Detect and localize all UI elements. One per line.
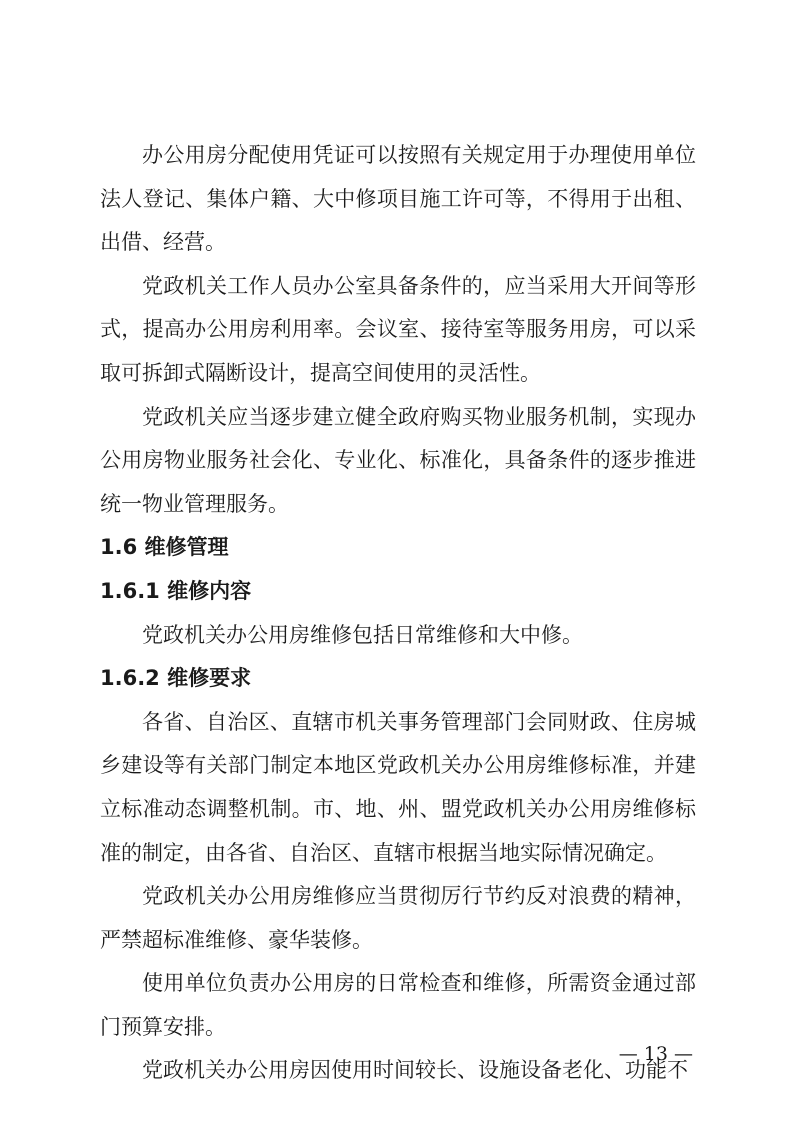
paragraph-maintenance-scope: 党政机关办公用房维修包括日常维修和大中修。	[142, 622, 583, 647]
page-number: — 13 —	[618, 1043, 693, 1065]
paragraph-usage-certificate: 办公用房分配使用凭证可以按照有关规定用于办理使用单位法人登记、集体户籍、大中修项目施工许可等，不得用于出租、出借、经营。	[100, 143, 696, 255]
paragraph-maintenance-standards: 各省、自治区、直辖市机关事务管理部门会同财政、住房城乡建设等有关部门制定本地区党政机关办公用房维修标准，并建立标准动态调整机制。市、地、州、盟党政机关办公用房维修标准的制定，由各省、自治区、直辖市根据当地实际情况确定。	[100, 709, 696, 865]
paragraph-property-service: 党政机关应当逐步建立健全政府购买物业服务机制，实现办公用房物业服务社会化、专业化、标准化，具备条件的逐步推进统一物业管理服务。	[100, 404, 696, 516]
paragraph-daily-inspection: 使用单位负责办公用房的日常检查和维修，所需资金通过部门预算安排。	[100, 971, 696, 1039]
subsection-heading-maintenance-requirements: 1.6.2 维修要求	[100, 666, 252, 691]
subsection-heading-maintenance-content: 1.6.1 维修内容	[100, 578, 252, 603]
paragraph-frugality: 党政机关办公用房维修应当贯彻厉行节约反对浪费的精神，严禁超标准维修、豪华装修。	[100, 884, 696, 952]
paragraph-open-office: 党政机关工作人员办公室具备条件的，应当采用大开间等形式，提高办公用房利用率。会议室、接待室等服务用房，可以采取可拆卸式隔断设计，提高空间使用的灵活性。	[100, 273, 696, 385]
section-heading-maintenance: 1.6 维修管理	[100, 535, 229, 560]
paragraph-aging-facilities: 党政机关办公用房因使用时间较长、设施设备老化、功能不	[142, 1058, 688, 1083]
document-body	[100, 134, 696, 1093]
